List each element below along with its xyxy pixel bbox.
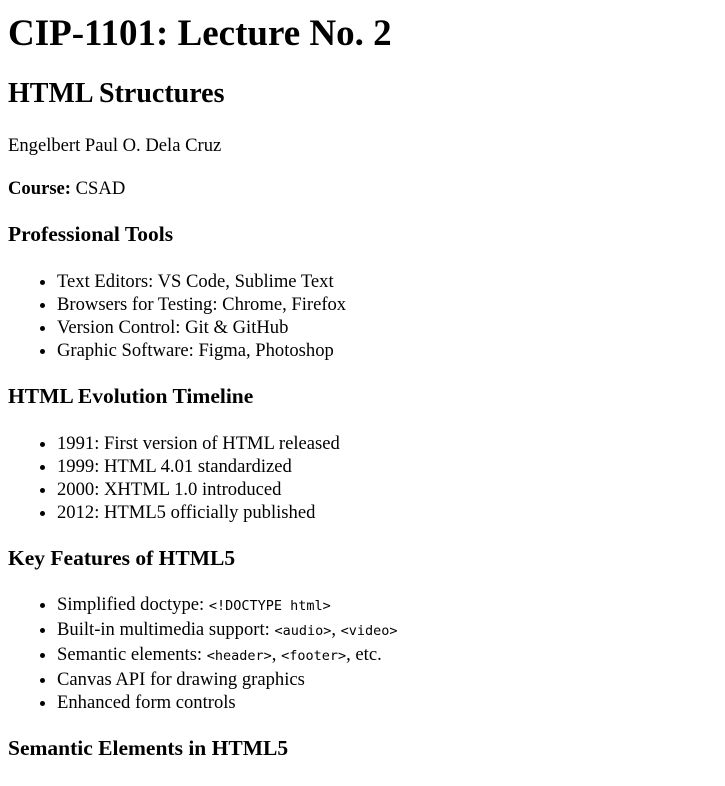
course-label: Course:: [8, 178, 71, 200]
feature-text: Built-in multimedia support:: [57, 619, 275, 641]
code-snippet: <video>: [340, 623, 398, 640]
page-subtitle: HTML Structures: [8, 78, 225, 110]
list-item: [57, 593, 717, 618]
timeline-list: [8, 432, 717, 524]
tools-list: [8, 270, 717, 362]
features-heading: Key Features of HTML5: [8, 545, 236, 570]
list-item: • 1999: HTML 4.01 standardized: [57, 455, 717, 478]
list-item: • 1991: First version of HTML released: [57, 432, 717, 455]
list-item: • Text Editors: VS Code, Sublime Text: [57, 270, 717, 293]
page-title: CIP-1101: Lecture No. 2: [8, 13, 392, 54]
separator: ,: [271, 644, 282, 666]
author-name: Engelbert Paul O. Dela Cruz: [8, 134, 222, 156]
list-item: • 2012: HTML5 officially published: [57, 501, 717, 524]
list-item: • Canvas API for drawing graphics: [57, 668, 717, 691]
tools-heading: Professional Tools: [8, 222, 174, 247]
code-snippet: <footer>: [281, 648, 347, 665]
feature-tail: , etc.: [346, 644, 382, 666]
course-value: CSAD: [75, 178, 126, 200]
code-snippet: <audio>: [274, 623, 332, 640]
semantic-elements-heading: Semantic Elements in HTML5: [8, 736, 289, 761]
course-line: [8, 177, 717, 200]
code-snippet: <header>: [206, 648, 272, 665]
list-item: [57, 618, 717, 643]
list-item: • Browsers for Testing: Chrome, Firefox: [57, 293, 717, 316]
features-list: [8, 593, 717, 714]
separator: ,: [331, 619, 341, 641]
code-snippet: <!DOCTYPE html>: [208, 598, 331, 615]
feature-text: Simplified doctype:: [57, 594, 209, 616]
list-item: [57, 643, 717, 668]
list-item: • 2000: XHTML 1.0 introduced: [57, 478, 717, 501]
timeline-heading: HTML Evolution Timeline: [8, 383, 254, 408]
list-item: • Version Control: Git & GitHub: [57, 316, 717, 339]
document-page: [0, 12, 725, 762]
list-item: • Graphic Software: Figma, Photoshop: [57, 339, 717, 362]
list-item: • Enhanced form controls: [57, 691, 717, 714]
feature-text: Semantic elements:: [57, 644, 207, 666]
